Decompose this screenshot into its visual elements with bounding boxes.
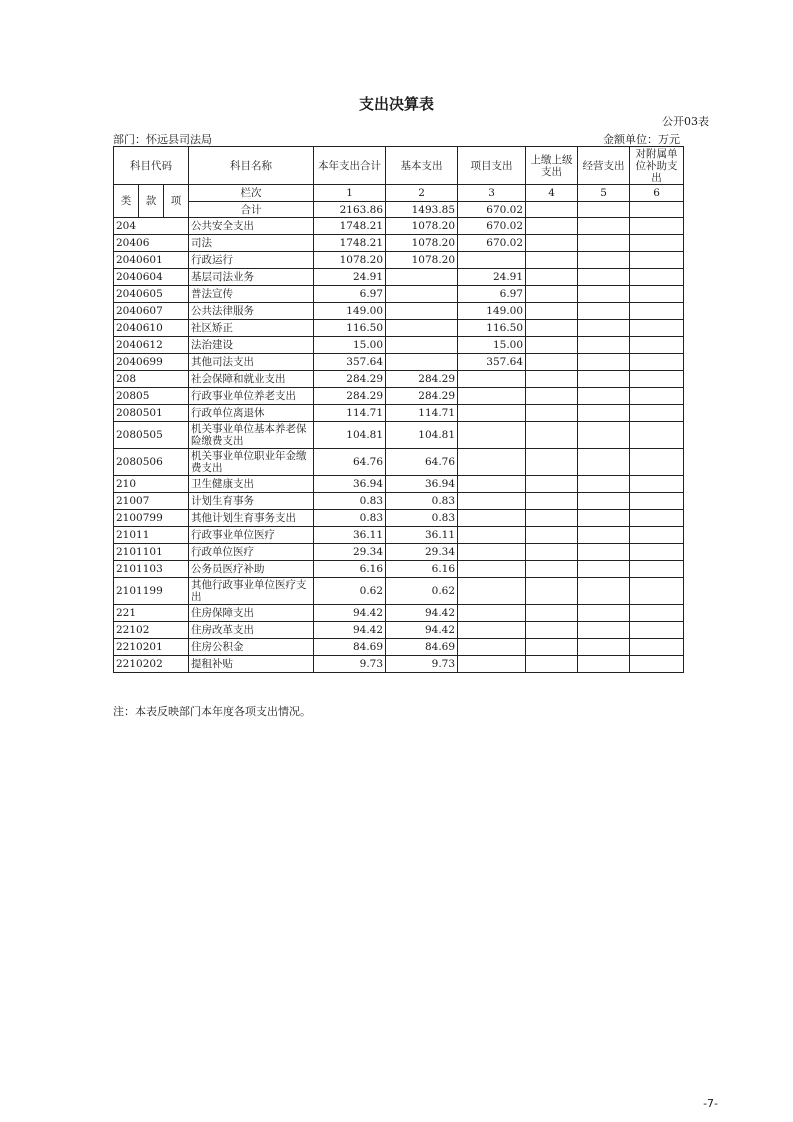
table-row bbox=[114, 527, 684, 544]
row-name: 住房改革支出 bbox=[189, 622, 314, 639]
row-business bbox=[578, 605, 630, 622]
header-project: 项目支出 bbox=[458, 147, 526, 185]
row-project bbox=[458, 449, 526, 476]
row-business bbox=[578, 476, 630, 493]
row-subsidiary bbox=[630, 578, 684, 605]
table-row bbox=[114, 354, 684, 371]
row-basic: 94.42 bbox=[386, 622, 458, 639]
department-label: 部门：怀远县司法局 bbox=[113, 133, 212, 146]
row-business bbox=[578, 544, 630, 561]
row-total: 1748.21 bbox=[314, 235, 386, 252]
row-project: 116.50 bbox=[458, 320, 526, 337]
row-basic: 0.62 bbox=[386, 578, 458, 605]
row-basic: 1078.20 bbox=[386, 235, 458, 252]
row-upper bbox=[526, 422, 578, 449]
row-project bbox=[458, 656, 526, 673]
col-num: 2 bbox=[386, 185, 458, 202]
row-project: 670.02 bbox=[458, 218, 526, 235]
row-upper bbox=[526, 578, 578, 605]
row-name: 社区矫正 bbox=[189, 320, 314, 337]
row-subsidiary bbox=[630, 371, 684, 388]
column-label: 栏次 bbox=[189, 185, 314, 202]
table-row bbox=[114, 388, 684, 405]
row-name: 司法 bbox=[189, 235, 314, 252]
row-basic bbox=[386, 286, 458, 303]
row-basic: 1078.20 bbox=[386, 218, 458, 235]
row-project bbox=[458, 388, 526, 405]
col-num: 3 bbox=[458, 185, 526, 202]
row-subsidiary bbox=[630, 622, 684, 639]
row-basic bbox=[386, 269, 458, 286]
row-subsidiary bbox=[630, 510, 684, 527]
row-upper bbox=[526, 235, 578, 252]
row-basic bbox=[386, 337, 458, 354]
row-subsidiary bbox=[630, 218, 684, 235]
col-num: 4 bbox=[526, 185, 578, 202]
row-project bbox=[458, 578, 526, 605]
row-code: 2080501 bbox=[114, 405, 189, 422]
header-class: 类 bbox=[114, 185, 139, 218]
row-total: 0.83 bbox=[314, 510, 386, 527]
row-total: 84.69 bbox=[314, 639, 386, 656]
row-business bbox=[578, 510, 630, 527]
row-project: 15.00 bbox=[458, 337, 526, 354]
table-row bbox=[114, 320, 684, 337]
row-business bbox=[578, 561, 630, 578]
row-basic: 84.69 bbox=[386, 639, 458, 656]
row-basic bbox=[386, 303, 458, 320]
row-basic: 29.34 bbox=[386, 544, 458, 561]
row-subsidiary bbox=[630, 405, 684, 422]
row-subsidiary bbox=[630, 303, 684, 320]
table-row bbox=[114, 476, 684, 493]
col-num: 6 bbox=[630, 185, 684, 202]
table-row bbox=[114, 622, 684, 639]
row-name: 普法宣传 bbox=[189, 286, 314, 303]
table-row bbox=[114, 371, 684, 388]
row-upper bbox=[526, 656, 578, 673]
row-code: 210 bbox=[114, 476, 189, 493]
row-code: 2080506 bbox=[114, 449, 189, 476]
row-name: 社会保障和就业支出 bbox=[189, 371, 314, 388]
row-business bbox=[578, 320, 630, 337]
row-upper bbox=[526, 320, 578, 337]
col-num: 1 bbox=[314, 185, 386, 202]
table-row bbox=[114, 303, 684, 320]
row-name: 机关事业单位职业年金缴费支出 bbox=[189, 449, 314, 476]
row-total: 36.94 bbox=[314, 476, 386, 493]
row-code: 20406 bbox=[114, 235, 189, 252]
row-project bbox=[458, 476, 526, 493]
row-code: 2040610 bbox=[114, 320, 189, 337]
row-total: 9.73 bbox=[314, 656, 386, 673]
row-subsidiary bbox=[630, 527, 684, 544]
row-name: 卫生健康支出 bbox=[189, 476, 314, 493]
row-code: 2101101 bbox=[114, 544, 189, 561]
row-project: 24.91 bbox=[458, 269, 526, 286]
row-total: 114.71 bbox=[314, 405, 386, 422]
row-basic: 1078.20 bbox=[386, 252, 458, 269]
row-code: 21011 bbox=[114, 527, 189, 544]
table-row bbox=[114, 639, 684, 656]
row-business bbox=[578, 405, 630, 422]
row-code: 21007 bbox=[114, 493, 189, 510]
row-upper bbox=[526, 218, 578, 235]
row-subsidiary bbox=[630, 544, 684, 561]
row-subsidiary bbox=[630, 422, 684, 449]
header-upper: 上缴上级支出 bbox=[526, 147, 578, 185]
row-business bbox=[578, 622, 630, 639]
row-subsidiary bbox=[630, 561, 684, 578]
row-basic: 0.83 bbox=[386, 493, 458, 510]
row-name: 行政单位离退休 bbox=[189, 405, 314, 422]
total-row bbox=[114, 202, 684, 218]
row-project bbox=[458, 405, 526, 422]
row-project bbox=[458, 493, 526, 510]
row-upper bbox=[526, 388, 578, 405]
column-number-row bbox=[114, 185, 684, 202]
row-project bbox=[458, 527, 526, 544]
row-business bbox=[578, 656, 630, 673]
row-basic: 94.42 bbox=[386, 605, 458, 622]
total-amount: 2163.86 bbox=[314, 202, 386, 218]
row-project bbox=[458, 622, 526, 639]
row-total: 1078.20 bbox=[314, 252, 386, 269]
row-total: 29.34 bbox=[314, 544, 386, 561]
row-subsidiary bbox=[630, 449, 684, 476]
row-upper bbox=[526, 544, 578, 561]
empty-cell bbox=[578, 202, 630, 218]
row-upper bbox=[526, 337, 578, 354]
row-code: 2040605 bbox=[114, 286, 189, 303]
table-row bbox=[114, 422, 684, 449]
row-subsidiary bbox=[630, 639, 684, 656]
row-subsidiary bbox=[630, 320, 684, 337]
row-business bbox=[578, 388, 630, 405]
row-name: 其他行政事业单位医疗支出 bbox=[189, 578, 314, 605]
expenditure-table bbox=[113, 146, 684, 673]
row-upper bbox=[526, 269, 578, 286]
row-name: 住房公积金 bbox=[189, 639, 314, 656]
row-basic: 0.83 bbox=[386, 510, 458, 527]
header-code: 科目代码 bbox=[114, 147, 189, 185]
row-total: 149.00 bbox=[314, 303, 386, 320]
row-total: 104.81 bbox=[314, 422, 386, 449]
row-basic: 6.16 bbox=[386, 561, 458, 578]
header-section: 款 bbox=[139, 185, 164, 218]
row-upper bbox=[526, 286, 578, 303]
total-project: 670.02 bbox=[458, 202, 526, 218]
row-project bbox=[458, 605, 526, 622]
row-name: 计划生育事务 bbox=[189, 493, 314, 510]
row-code: 221 bbox=[114, 605, 189, 622]
row-upper bbox=[526, 354, 578, 371]
row-basic bbox=[386, 320, 458, 337]
row-basic: 36.11 bbox=[386, 527, 458, 544]
row-upper bbox=[526, 476, 578, 493]
row-total: 284.29 bbox=[314, 388, 386, 405]
table-row bbox=[114, 544, 684, 561]
row-upper bbox=[526, 493, 578, 510]
row-code: 2101103 bbox=[114, 561, 189, 578]
table-row bbox=[114, 269, 684, 286]
row-subsidiary bbox=[630, 605, 684, 622]
row-upper bbox=[526, 527, 578, 544]
row-total: 94.42 bbox=[314, 622, 386, 639]
row-code: 22102 bbox=[114, 622, 189, 639]
row-basic: 284.29 bbox=[386, 371, 458, 388]
row-subsidiary bbox=[630, 286, 684, 303]
row-business bbox=[578, 493, 630, 510]
row-upper bbox=[526, 405, 578, 422]
row-total: 0.83 bbox=[314, 493, 386, 510]
row-name: 其他司法支出 bbox=[189, 354, 314, 371]
row-business bbox=[578, 639, 630, 656]
row-code: 2040601 bbox=[114, 252, 189, 269]
row-name: 住房保障支出 bbox=[189, 605, 314, 622]
table-row bbox=[114, 218, 684, 235]
row-total: 24.91 bbox=[314, 269, 386, 286]
row-code: 2040607 bbox=[114, 303, 189, 320]
table-row bbox=[114, 605, 684, 622]
row-upper bbox=[526, 303, 578, 320]
row-total: 64.76 bbox=[314, 449, 386, 476]
row-upper bbox=[526, 449, 578, 476]
row-upper bbox=[526, 371, 578, 388]
row-business bbox=[578, 449, 630, 476]
row-business bbox=[578, 337, 630, 354]
row-code: 208 bbox=[114, 371, 189, 388]
row-subsidiary bbox=[630, 269, 684, 286]
row-code: 2210202 bbox=[114, 656, 189, 673]
row-upper bbox=[526, 605, 578, 622]
table-row bbox=[114, 493, 684, 510]
row-upper bbox=[526, 510, 578, 527]
row-business bbox=[578, 286, 630, 303]
header-subsidiary: 对附属单位补助支出 bbox=[630, 147, 684, 185]
row-code: 2040699 bbox=[114, 354, 189, 371]
table-row bbox=[114, 286, 684, 303]
row-business bbox=[578, 354, 630, 371]
row-code: 2080505 bbox=[114, 422, 189, 449]
row-subsidiary bbox=[630, 354, 684, 371]
form-number: 公开03表 bbox=[662, 115, 709, 128]
row-basic: 9.73 bbox=[386, 656, 458, 673]
row-name: 行政运行 bbox=[189, 252, 314, 269]
empty-cell bbox=[526, 202, 578, 218]
total-label: 合计 bbox=[189, 202, 314, 218]
table-note: 注：本表反映部门本年度各项支出情况。 bbox=[113, 705, 311, 718]
row-code: 2040604 bbox=[114, 269, 189, 286]
row-subsidiary bbox=[630, 476, 684, 493]
header-item: 项 bbox=[164, 185, 189, 218]
col-num: 5 bbox=[578, 185, 630, 202]
row-total: 116.50 bbox=[314, 320, 386, 337]
header-basic: 基本支出 bbox=[386, 147, 458, 185]
row-name: 提租补贴 bbox=[189, 656, 314, 673]
row-name: 公共安全支出 bbox=[189, 218, 314, 235]
row-name: 基层司法业务 bbox=[189, 269, 314, 286]
row-business bbox=[578, 218, 630, 235]
row-code: 2040612 bbox=[114, 337, 189, 354]
table-row bbox=[114, 252, 684, 269]
row-basic: 64.76 bbox=[386, 449, 458, 476]
table-row bbox=[114, 337, 684, 354]
row-total: 6.97 bbox=[314, 286, 386, 303]
row-business bbox=[578, 303, 630, 320]
row-project: 149.00 bbox=[458, 303, 526, 320]
page-title: 支出决算表 bbox=[358, 95, 434, 113]
row-business bbox=[578, 269, 630, 286]
row-name: 公共法律服务 bbox=[189, 303, 314, 320]
row-business bbox=[578, 422, 630, 449]
row-total: 15.00 bbox=[314, 337, 386, 354]
row-code: 204 bbox=[114, 218, 189, 235]
row-subsidiary bbox=[630, 252, 684, 269]
row-basic: 104.81 bbox=[386, 422, 458, 449]
row-total: 284.29 bbox=[314, 371, 386, 388]
row-total: 36.11 bbox=[314, 527, 386, 544]
row-name: 机关事业单位基本养老保险缴费支出 bbox=[189, 422, 314, 449]
row-project bbox=[458, 561, 526, 578]
row-code: 2101199 bbox=[114, 578, 189, 605]
row-name: 法治建设 bbox=[189, 337, 314, 354]
table-row bbox=[114, 561, 684, 578]
row-business bbox=[578, 252, 630, 269]
row-total: 0.62 bbox=[314, 578, 386, 605]
empty-cell bbox=[630, 202, 684, 218]
row-upper bbox=[526, 639, 578, 656]
row-total: 94.42 bbox=[314, 605, 386, 622]
row-subsidiary bbox=[630, 337, 684, 354]
row-subsidiary bbox=[630, 388, 684, 405]
row-name: 公务员医疗补助 bbox=[189, 561, 314, 578]
row-project bbox=[458, 252, 526, 269]
row-code: 2100799 bbox=[114, 510, 189, 527]
row-business bbox=[578, 527, 630, 544]
total-basic: 1493.85 bbox=[386, 202, 458, 218]
header-business: 经营支出 bbox=[578, 147, 630, 185]
row-subsidiary bbox=[630, 493, 684, 510]
row-subsidiary bbox=[630, 656, 684, 673]
row-project bbox=[458, 510, 526, 527]
row-name: 行政单位医疗 bbox=[189, 544, 314, 561]
row-upper bbox=[526, 561, 578, 578]
row-project bbox=[458, 639, 526, 656]
table-row bbox=[114, 449, 684, 476]
row-business bbox=[578, 235, 630, 252]
page-number: -7- bbox=[703, 1097, 718, 1110]
row-total: 6.16 bbox=[314, 561, 386, 578]
row-project: 357.64 bbox=[458, 354, 526, 371]
row-basic: 284.29 bbox=[386, 388, 458, 405]
row-basic: 114.71 bbox=[386, 405, 458, 422]
row-code: 20805 bbox=[114, 388, 189, 405]
table-row bbox=[114, 405, 684, 422]
table-row bbox=[114, 235, 684, 252]
row-project bbox=[458, 544, 526, 561]
amount-unit-label: 金额单位：万元 bbox=[603, 133, 680, 146]
row-total: 1748.21 bbox=[314, 218, 386, 235]
row-upper bbox=[526, 252, 578, 269]
row-name: 行政事业单位养老支出 bbox=[189, 388, 314, 405]
row-subsidiary bbox=[630, 235, 684, 252]
table-row bbox=[114, 578, 684, 605]
row-upper bbox=[526, 622, 578, 639]
table-row bbox=[114, 656, 684, 673]
row-name: 其他计划生育事务支出 bbox=[189, 510, 314, 527]
row-project bbox=[458, 371, 526, 388]
row-project: 6.97 bbox=[458, 286, 526, 303]
row-business bbox=[578, 371, 630, 388]
row-project: 670.02 bbox=[458, 235, 526, 252]
row-name: 行政事业单位医疗 bbox=[189, 527, 314, 544]
row-code: 2210201 bbox=[114, 639, 189, 656]
header-row bbox=[114, 147, 684, 185]
row-basic: 36.94 bbox=[386, 476, 458, 493]
table-row bbox=[114, 510, 684, 527]
row-total: 357.64 bbox=[314, 354, 386, 371]
header-total: 本年支出合计 bbox=[314, 147, 386, 185]
row-project bbox=[458, 422, 526, 449]
header-name: 科目名称 bbox=[189, 147, 314, 185]
row-basic bbox=[386, 354, 458, 371]
row-business bbox=[578, 578, 630, 605]
